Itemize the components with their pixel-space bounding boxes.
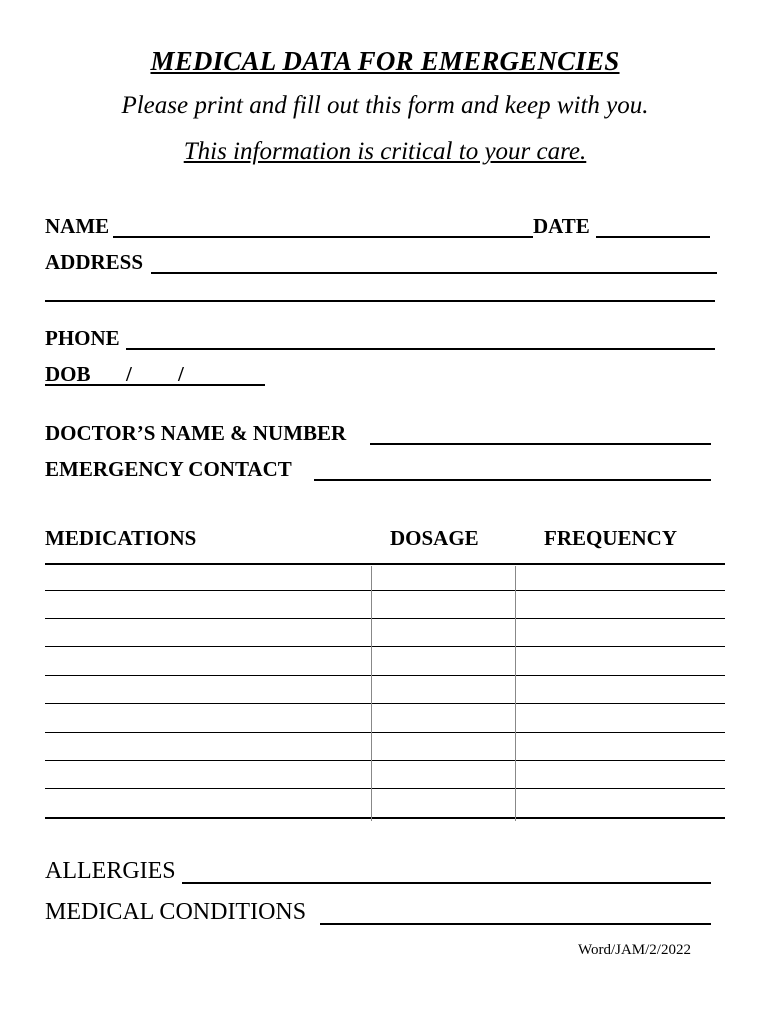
form-instruction: Please print and fill out this form and keep with you. bbox=[121, 92, 649, 119]
dob-label: DOB bbox=[45, 362, 91, 386]
date-label: DATE bbox=[533, 214, 590, 238]
table-row[interactable] bbox=[45, 817, 725, 819]
medications-column-header: MEDICATIONS bbox=[45, 526, 197, 550]
doctor-label: DOCTOR’S NAME & NUMBER bbox=[45, 421, 347, 445]
address-field-line-2[interactable] bbox=[45, 300, 715, 302]
phone-field[interactable] bbox=[126, 348, 715, 350]
dosage-column-header: DOSAGE bbox=[390, 526, 479, 550]
address-label: ADDRESS bbox=[45, 250, 144, 274]
form-notice: This information is critical to your care. bbox=[183, 138, 587, 165]
name-label: NAME bbox=[45, 214, 110, 238]
table-row[interactable] bbox=[45, 646, 725, 647]
allergies-field[interactable] bbox=[182, 882, 711, 884]
table-row[interactable] bbox=[45, 618, 725, 619]
table-row[interactable] bbox=[45, 703, 725, 704]
table-row[interactable] bbox=[45, 788, 725, 789]
emergency-contact-field[interactable] bbox=[314, 479, 711, 481]
document-code: Word/JAM/2/2022 bbox=[578, 942, 691, 958]
dob-separator: / bbox=[126, 362, 132, 386]
table-row[interactable] bbox=[45, 760, 725, 761]
phone-label: PHONE bbox=[45, 326, 120, 350]
dob-field[interactable] bbox=[45, 384, 265, 386]
doctor-field[interactable] bbox=[370, 443, 711, 445]
date-field[interactable] bbox=[596, 236, 710, 238]
medical-conditions-field[interactable] bbox=[320, 923, 711, 925]
allergies-label: ALLERGIES bbox=[45, 858, 176, 884]
frequency-column-header: FREQUENCY bbox=[544, 526, 678, 550]
table-row[interactable] bbox=[45, 590, 725, 591]
table-row[interactable] bbox=[45, 732, 725, 733]
emergency-contact-label: EMERGENCY CONTACT bbox=[45, 457, 292, 481]
table-column-divider bbox=[371, 566, 372, 821]
table-row[interactable] bbox=[45, 675, 725, 676]
table-column-divider bbox=[515, 566, 516, 821]
address-field-line-1[interactable] bbox=[151, 272, 717, 274]
dob-separator: / bbox=[178, 362, 184, 386]
form-title: MEDICAL DATA FOR EMERGENCIES bbox=[150, 46, 620, 76]
table-top-rule bbox=[45, 563, 725, 565]
name-field[interactable] bbox=[113, 236, 533, 238]
medical-conditions-label: MEDICAL CONDITIONS bbox=[45, 899, 307, 925]
